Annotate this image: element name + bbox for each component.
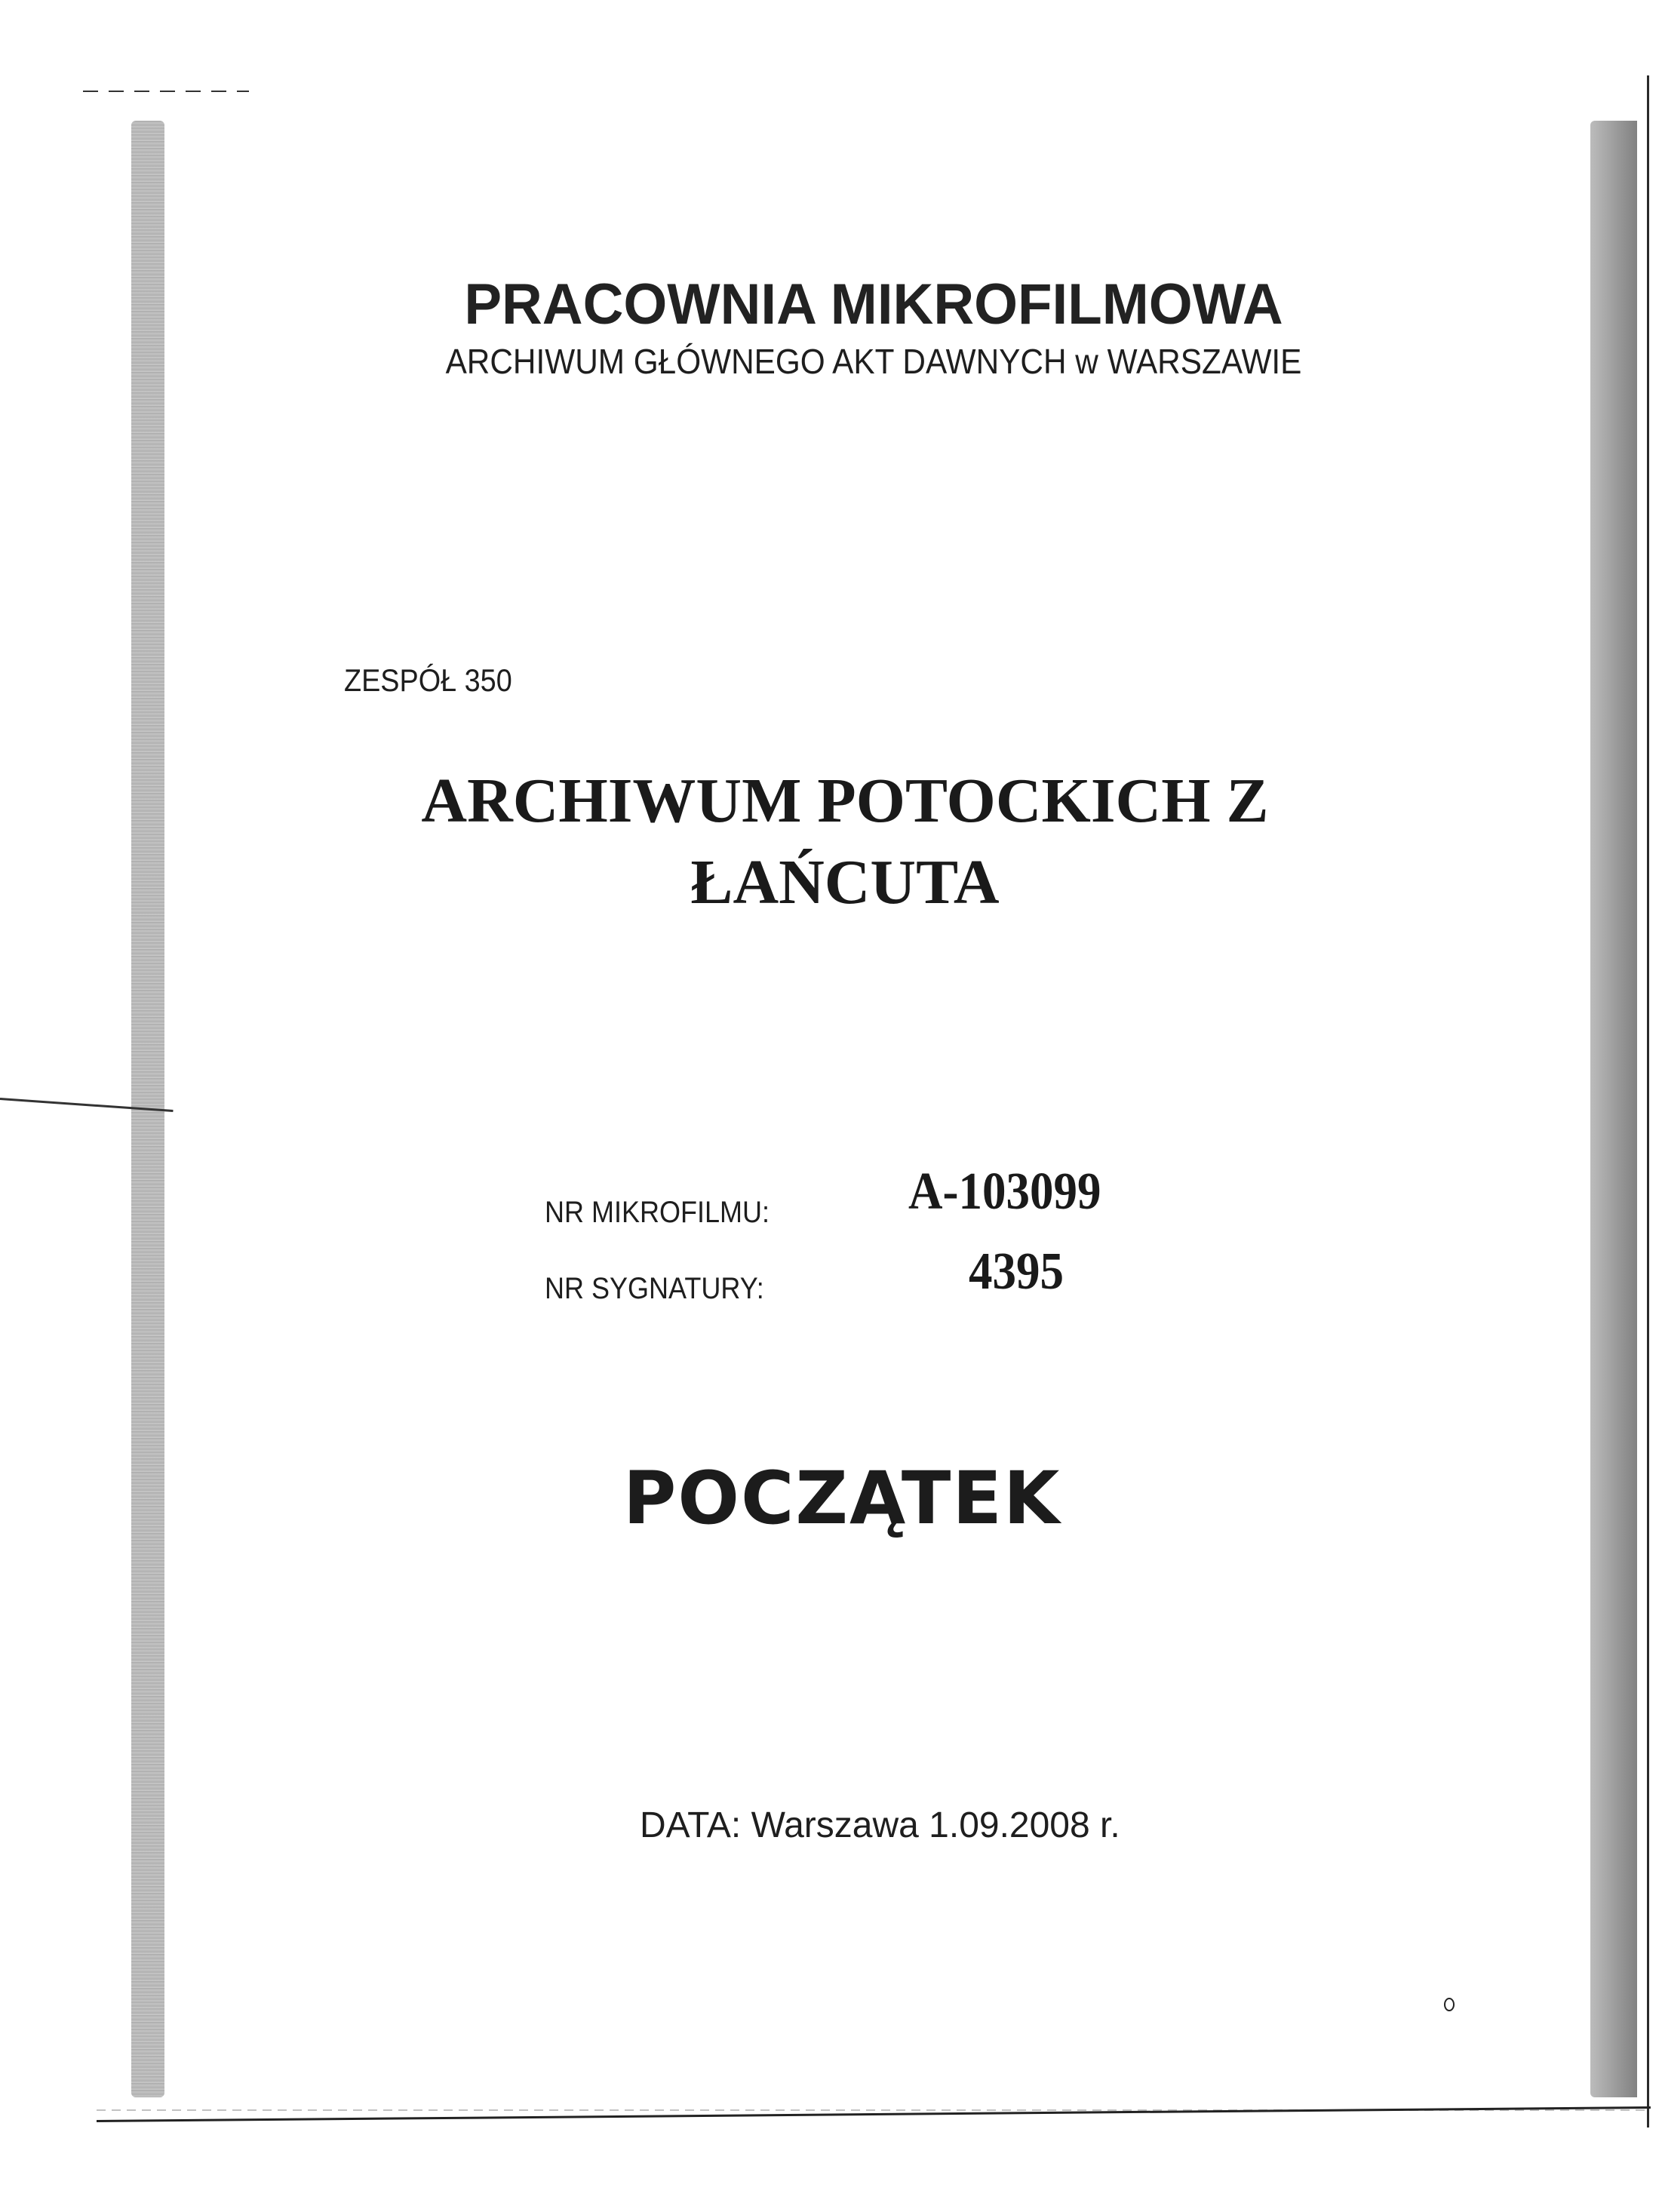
scan-edge-right [1590, 121, 1637, 2097]
collection-title [0, 760, 1662, 923]
reel-start-marker: POCZĄTEK [623, 1456, 1061, 1541]
scan-edge-right-line [1647, 75, 1649, 2128]
fonds-number: ZESPÓŁ 350 [344, 662, 512, 698]
scan-top-mark [83, 91, 249, 92]
microfilm-number-value: A-103099 [908, 1163, 1101, 1221]
signature-number-label: NR SYGNATURY: [545, 1272, 764, 1305]
collection-title-line-2: ŁAŃCUTA [690, 847, 1000, 917]
date-line: DATA: Warszawa 1.09.2008 r. [640, 1805, 1120, 1845]
scan-dot-mark [1444, 1998, 1455, 2011]
microfilm-number-label: NR MIKROFILMU: [545, 1196, 770, 1229]
collection-title-line-1: ARCHIWUM POTOCKICH Z [421, 766, 1269, 836]
lab-title: PRACOWNIA MIKROFILMOWA [464, 272, 1283, 336]
signature-number-value: 4395 [969, 1243, 1064, 1301]
archive-subtitle: ARCHIWUM GŁÓWNEGO AKT DAWNYCH w WARSZAWIE [445, 342, 1302, 381]
